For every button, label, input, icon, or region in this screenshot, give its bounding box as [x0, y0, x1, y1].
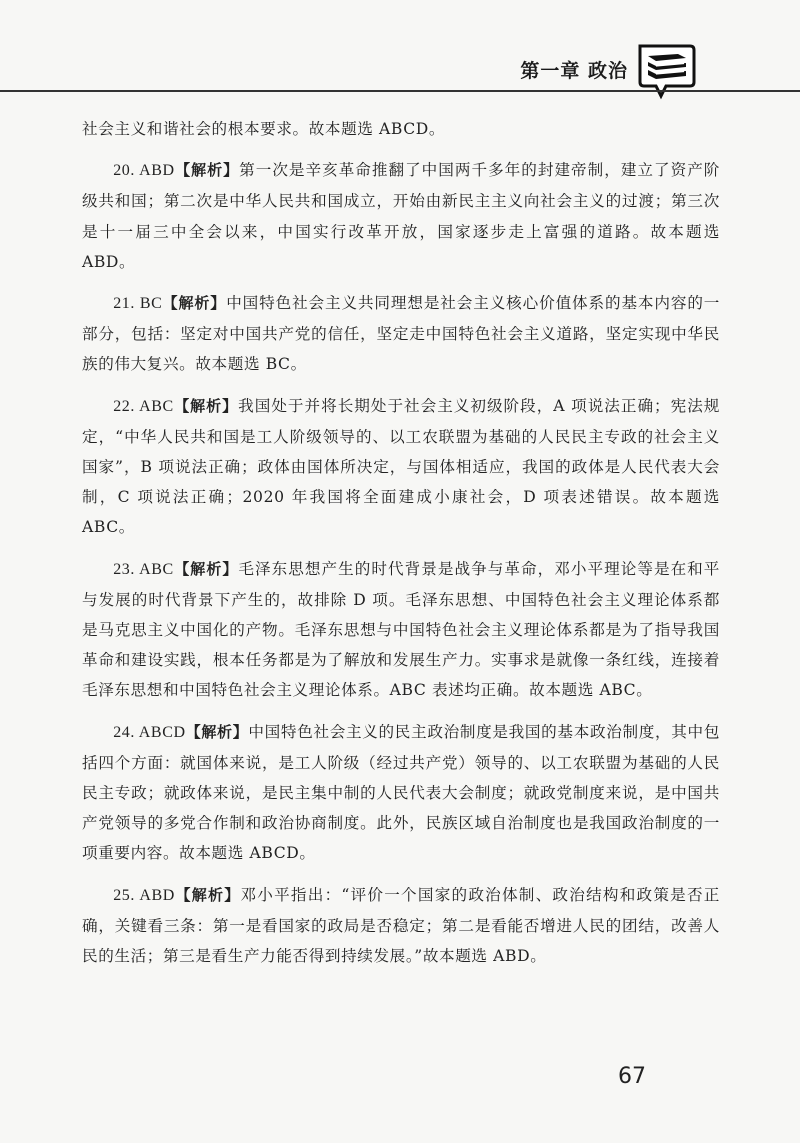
paragraph-text: 社会主义和谐社会的根本要求。故本题选 ABCD。	[82, 120, 446, 138]
answer-key: 20. ABD	[113, 162, 175, 180]
answer-explanations	[82, 114, 720, 982]
answer-key: 21. BC	[113, 295, 163, 313]
answer-item-25	[82, 880, 720, 972]
answer-item-22	[82, 391, 720, 543]
answer-key: 22. ABC	[113, 397, 174, 415]
page-number: 67	[618, 1064, 646, 1089]
analysis-label: 【解析】	[185, 722, 249, 741]
answer-item-20	[82, 155, 720, 277]
answer-item-23	[82, 554, 720, 706]
page-header	[0, 0, 800, 96]
analysis-label: 【解析】	[173, 559, 239, 578]
chapter-title: 第一章 政治	[520, 60, 628, 82]
analysis-label: 【解析】	[174, 885, 241, 904]
analysis-text: 毛泽东思想产生的时代背景是战争与革命，邓小平理论等是在和平与发展的时代背景下产生的，故排除 D 项。毛泽东思想、中国特色社会主义理论体系都是马克思主义中国化的产物。毛泽东思想与中国特色社会主义理论体系都是为了指导我国革命和建设实践，根本任务都是为了解放和发展生产力。实事求是就像一条红线，连接着毛泽东思想和中国特色社会主义理论体系。ABC 表述均正确。故本题选 ABC。	[82, 559, 721, 700]
analysis-text: 邓小平指出：“评价一个国家的政治体制、政治结构和政策是否正确，关键看三条：第一是看国家的政局是否稳定；第二是看能否增进人民的团结，改善人民的生活；第三是看生产力能否得到持续发展。”故本题选 ABD。	[82, 885, 721, 966]
answer-key: 25. ABD	[113, 886, 175, 904]
analysis-label: 【解析】	[162, 294, 227, 313]
analysis-text: 中国特色社会主义共同理想是社会主义核心价值体系的基本内容的一部分，包括：坚定对中国共产党的信任，坚定走中国特色社会主义道路，坚定实现中华民族的伟大复兴。故本题选 BC。	[82, 294, 720, 374]
analysis-text: 我国处于并将长期处于社会主义初级阶段，A 项说法正确；宪法规定，“中华人民共和国是工人阶级领导的、以工农联盟为基础的人民民主专政的社会主义国家”，B 项说法正确；政体由国体所决定，与国体相适应，我国的政体是人民代表大会制，C 项说法正确；2020 年我国将全面建成小康社会，D 项表述错误。故本题选 ABC。	[82, 396, 721, 537]
analysis-label: 【解析】	[173, 396, 239, 415]
answer-item-21	[82, 288, 720, 380]
answer-key: 24. ABCD	[113, 723, 186, 741]
analysis-text: 第一次是辛亥革命推翻了中国两千多年的封建帝制，建立了资产阶级共和国；第二次是中华人民共和国成立，开始由新民主主义向社会主义的过渡；第三次是十一届三中全会以来，中国实行改革开放，国家逐步走上富强的道路。故本题选 ABD。	[82, 161, 721, 271]
paragraph-continuation	[82, 114, 720, 144]
header-rule	[0, 90, 800, 92]
analysis-text: 中国特色社会主义的民主政治制度是我国的基本政治制度，其中包括四个方面：就国体来说，是工人阶级（经过共产党）领导的、以工农联盟为基础的人民民主专政；就政体来说，是民主集中制的人民代表大会制度；就政党制度来说，是中国共产党领导的多党合作制和政治协商制度。此外，民族区域自治制度也是我国政治制度的一项重要内容。故本题选 ABCD。	[82, 722, 721, 863]
answer-item-24	[82, 717, 720, 869]
analysis-label: 【解析】	[174, 161, 240, 180]
answer-key: 23. ABC	[113, 560, 174, 578]
